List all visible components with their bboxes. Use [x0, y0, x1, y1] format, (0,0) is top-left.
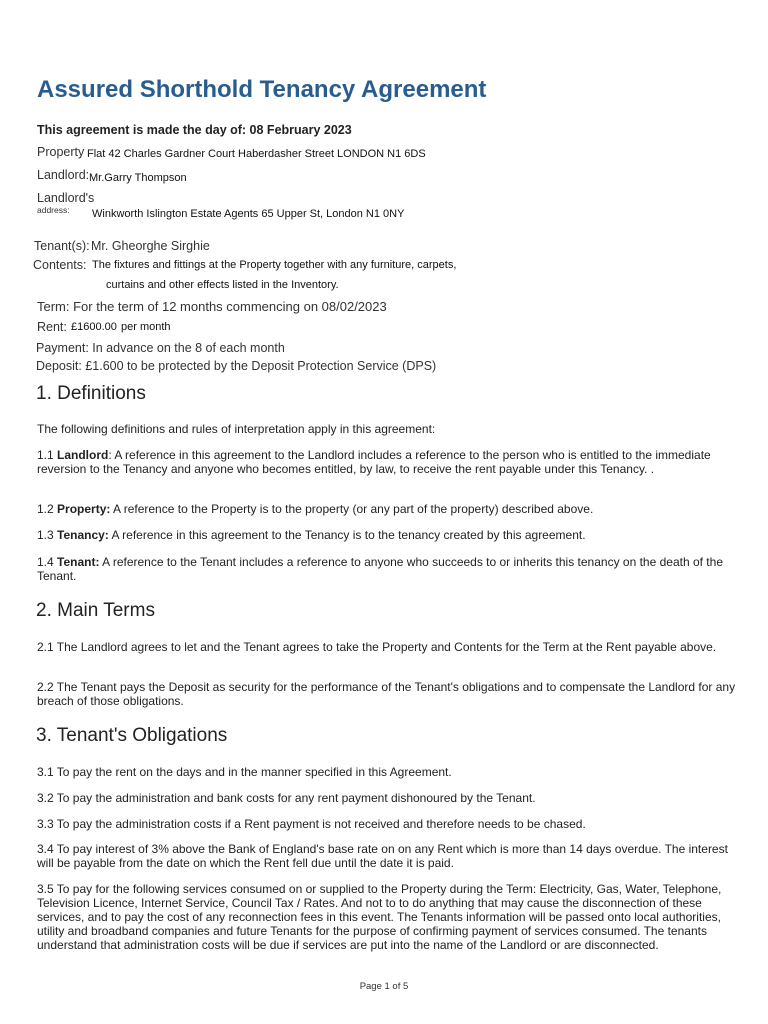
section-heading-definitions: 1. Definitions [36, 383, 146, 404]
tenants-value: Mr. Gheorghe Sirghie [91, 239, 210, 253]
obligation-3-2: 3.2 To pay the administration and bank costs for any rent payment dishonoured by the Tenant. [37, 791, 536, 805]
contents-line-2: curtains and other effects listed in the Inventory. [106, 279, 339, 291]
document-title: Assured Shorthold Tenancy Agreement [37, 76, 487, 103]
contents-label: Contents: [33, 258, 87, 272]
landlord-address-label: Landlord's [37, 191, 95, 205]
definition-number: 1.1 [37, 448, 58, 462]
definition-number: 1.4 [37, 555, 58, 569]
main-term-2-1: 2.1 The Landlord agrees to let and the Tenant agrees to take the Property and Contents for the Term at the Rent payable above. [37, 640, 717, 654]
definition-number: 1.3 [37, 528, 58, 542]
term-line: Term: For the term of 12 months commencing on 08/02/2023 [37, 299, 387, 314]
landlord-label: Landlord: [37, 168, 90, 182]
definition-term: Landlord [57, 448, 109, 462]
definition-landlord [37, 448, 737, 476]
contents-line-1: The fixtures and fittings at the Property together with any furniture, carpets, [92, 259, 457, 271]
definition-tenant [37, 555, 737, 583]
obligation-3-4: 3.4 To pay interest of 3% above the Bank of England's base rate on on any Rent which is more than 14 days overdue. The interest will be payable from the date on which the Rent fell due until the date it is paid. [37, 842, 728, 870]
definition-term: Tenant: [57, 555, 100, 569]
definition-property [37, 502, 737, 516]
section-heading-main-terms: 2. Main Terms [36, 600, 155, 621]
agreement-date: This agreement is made the day of: 08 February 2023 [37, 123, 352, 137]
obligation-3-3: 3.3 To pay the administration costs if a Rent payment is not received and therefore needs to be chased. [37, 817, 586, 831]
definition-text: A reference to the Property is to the property (or any part of the property) described above. [110, 502, 594, 516]
definition-number: 1.2 [37, 502, 58, 516]
definition-text: A reference in this agreement to the Tenancy is to the tenancy created by this agreement. [108, 528, 586, 542]
tenants-label: Tenant(s): [34, 239, 90, 253]
landlord-address-sublabel: address: [37, 205, 70, 215]
rent-suffix: per month [121, 321, 171, 333]
deposit-line: Deposit: £1.600 to be protected by the Deposit Protection Service (DPS) [36, 359, 437, 373]
landlord-value: Mr.Garry Thompson [89, 172, 187, 184]
payment-line: Payment: In advance on the 8 of each month [36, 341, 285, 355]
definition-text: : A reference in this agreement to the Landlord includes a reference to the person who is entitled to the immediate reversion to the Tenancy and anyone who becomes entitled, by law, to receive the rent payable under this Tenancy. . [37, 448, 711, 476]
rent-amount: £1600.00 [71, 321, 117, 333]
definition-term: Property: [57, 502, 111, 516]
obligation-3-1: 3.1 To pay the rent on the days and in the manner specified in this Agreement. [37, 765, 452, 779]
landlord-address-value: Winkworth Islington Estate Agents 65 Upper St, London N1 0NY [92, 208, 405, 220]
section-heading-obligations: 3. Tenant's Obligations [36, 725, 228, 746]
property-value: Flat 42 Charles Gardner Court Haberdasher Street LONDON N1 6DS [87, 148, 426, 160]
property-label: Property [37, 145, 85, 159]
definitions-intro: The following definitions and rules of interpretation apply in this agreement: [37, 422, 436, 436]
definition-text: A reference to the Tenant includes a reference to anyone who succeeds to or inherits this tenancy on the death of the Tenant. [37, 555, 723, 583]
main-term-2-2: 2.2 The Tenant pays the Deposit as security for the performance of the Tenant's obligations and to compensate the Landlord for any breach of those obligations. [37, 680, 736, 708]
definition-tenancy [37, 528, 737, 542]
rent-label: Rent: [37, 320, 67, 334]
obligation-3-5: 3.5 To pay for the following services consumed on or supplied to the Property during the Term: Electricity, Gas, Water, Telephone, Television Licence, Internet Service, Council Tax / Rates. And not to to do anything that may cause the disconnection of these services, and to pay the cost of any reconnection fees in this event. The Tenants information will be passed onto local authorities, utility and broadband companies and future Tenants for the purpose of confirming payment of services consumed. The tenants understand that administration costs will be due if services are put into the name of the Landlord or are disconnected. [37, 882, 722, 952]
definition-term: Tenancy: [57, 528, 109, 542]
page-number: Page 1 of 5 [359, 981, 409, 992]
